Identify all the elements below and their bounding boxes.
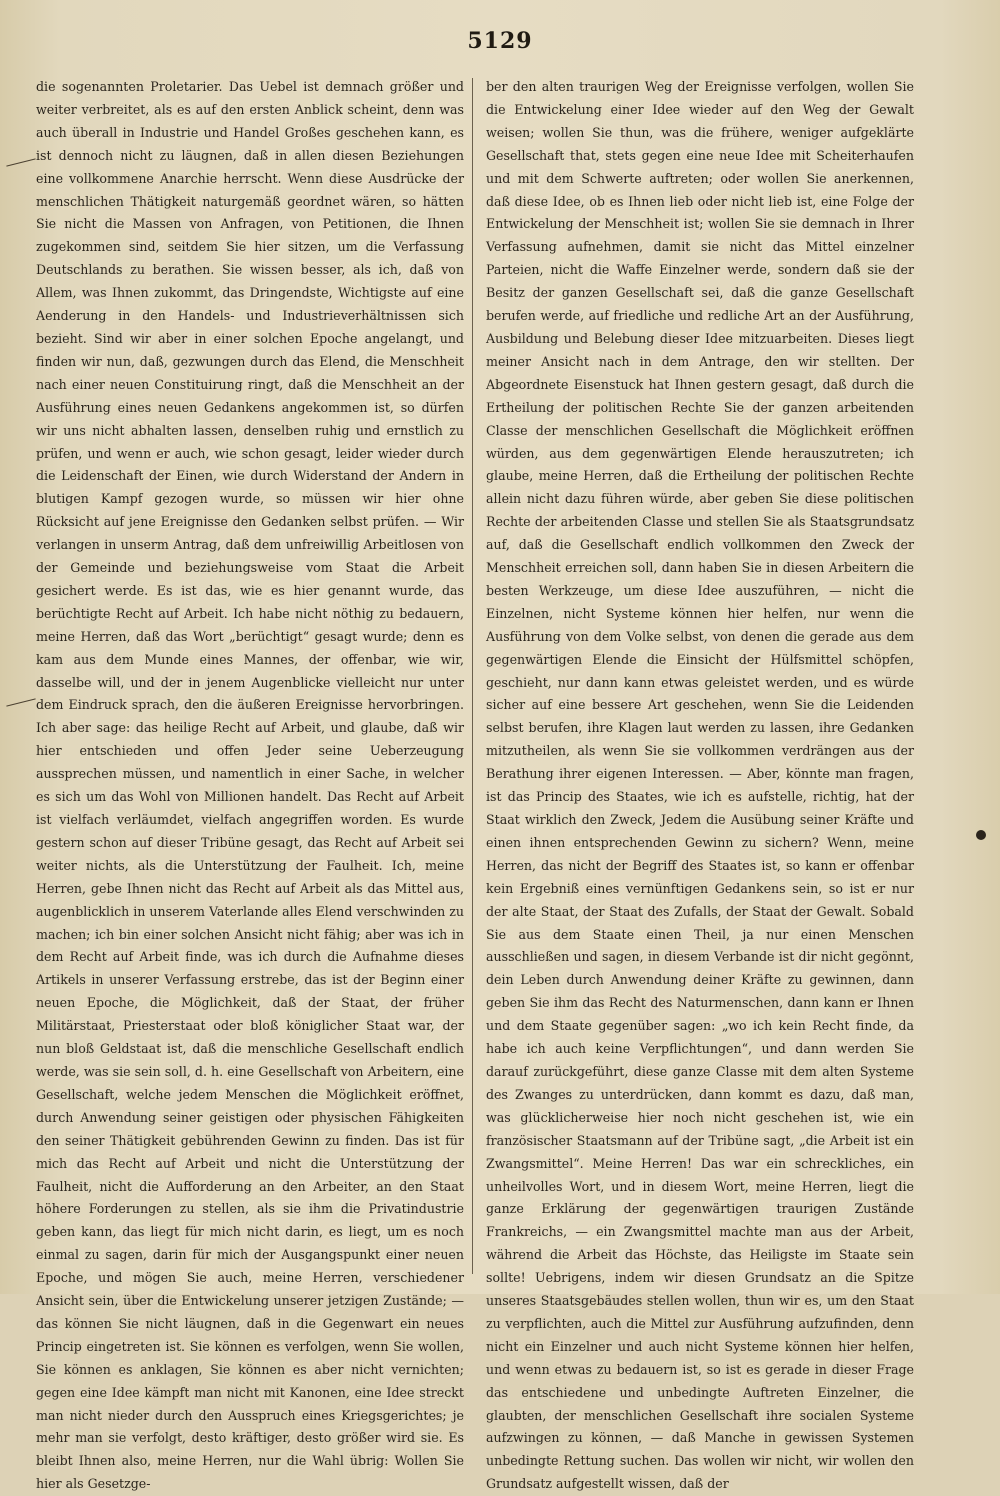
right-column [486,76,914,1492]
pencil-margin-mark [6,158,35,166]
pencil-margin-mark [6,698,35,706]
left-column [36,76,464,1492]
page-number: 5129 [467,28,533,54]
column-divider [472,78,473,1274]
right-column-paragraph: ber den alten traurigen Weg der Ereignisse verfolgen, wollen Sie die Entwickelung einer Idee wieder auf den Weg der Gewalt weisen; wollen Sie thun, was die frühere, weniger aufgeklärte Gesellschaft that, stets gegen eine neue Idee mit Scheiterhaufen und mit dem Schwerte auftreten; oder wollen Sie anerkennen, daß diese Idee, ob es Ihnen lieb oder nicht lieb ist, eine Folge der Entwickelung der Menschheit ist; wollen Sie sie demnach in Ihrer Verfassung aufnehmen, damit sie nicht das Mittel einzelner Parteien, nicht die Waffe Einzelner werde, sondern daß sie der Besitz der ganzen Gesellschaft sei, daß die ganze Gesellschaft berufen werde, auf friedliche und redliche Art an der Ausführung, Ausbildung und Belebung dieser Idee mitzuarbeiten. Dieses liegt meiner Ansicht nach in dem Antrage, den wir stellten. Der Abgeordnete Eisenstuck hat Ihnen gestern gesagt, daß durch die Ertheilung der politischen Rechte Sie der ganzen arbeitenden Classe der menschlichen Gesellschaft die Möglichkeit eröffnen würden, aus dem gegenwärtigen Elende herauszutreten; ich glaube, meine Herren, daß die Ertheilung der politischen Rechte allein nicht dazu führen würde, aber geben Sie diese politischen Rechte der arbeitenden Classe und stellen Sie als Staatsgrundsatz auf, daß die Gesellschaft endlich vollkommen den Zweck der Menschheit erreichen soll, dann haben Sie in diesen Arbeitern die besten Werkzeuge, um diese Idee auszuführen, — nicht die Einzelnen, nicht Systeme können hier helfen, nur wenn die Ausführung von dem Volke selbst, von denen die gerade aus dem gegenwärtigen Elende die Einsicht der Hülfsmittel schöpfen, geschieht, nur dann kann etwas geleistet werden, und es würde sicher auf eine bessere Art geschehen, wenn Sie die Leidenden selbst berufen, ihre Klagen laut werden zu lassen, ihre Gedanken mitzutheilen, als wenn Sie sie vollkommen verdrängen aus der Berathung ihrer eigenen Interessen. — Aber, könnte man fragen, ist das Princip des Staates, wie ich es aufstelle, richtig, hat der Staat wirklich den Zweck, Jedem die Ausübung seiner Kräfte und einen ihnen entsprechenden Gewinn zu sichern? Wenn, meine Herren, das nicht der Begriff des Staates ist, so kann er offenbar kein Ergebniß eines vernünftigen Gedankens sein, so ist er nur der alte Staat, der Staat des Zufalls, der Staat der Gewalt. Sobald Sie aus dem Staate einen Theil, ja nur einen Menschen ausschließen und sagen, in diesem Verbande ist dir nicht gegönnt, dein Leben durch Anwendung deiner Kräfte zu gewinnen, dann geben Sie ihm das Recht des Naturmenschen, dann kann er Ihnen und dem Staate gegenüber sagen: „wo ich kein Recht finde, da habe ich auch keine Verpflichtungen“, und dann werden Sie darauf zurückgeführt, diese ganze Classe mit dem alten Systeme des Zwanges zu unterdrücken, dann kommt es dazu, daß man, was glücklicherweise hier noch nicht geschehen ist, wie ein französischer Staatsmann auf der Tribüne sagt, „die Arbeit ist ein Zwangsmittel“. Meine Herren! Das war ein schreckliches, ein unheilvolles Wort, und in diesem Wort, meine Herren, liegt die ganze Erklärung der gegenwärtigen traurigen Zustände Frankreichs, — ein Zwangsmittel machte man aus der Arbeit, während die Arbeit das Höchste, das Heiligste im Staate sein sollte! Uebrigens, indem wir diesen Grundsatz an die Spitze unseres Staatsgebäudes stellen wollen, thun wir es, um den Staat zu verpflichten, auch die Mittel zur Ausführung aufzufinden, denn nicht ein Einzelner und auch nicht Systeme können hier helfen, und wenn etwas zu bedauern ist, so ist es gerade in dieser Frage das entschiedene und unbedingte Auftreten Einzelner, die glaubten, der menschlichen Gesellschaft ihre socialen Systeme aufzwingen zu können, — daß Manche in gewissen Systemen unbedingte Rettung suchen. Das wollen wir nicht, wir wollen den Grundsatz aufgestellt wissen, daß der [486,79,914,1492]
binding-hole [976,830,986,840]
left-column-paragraph: die sogenannten Proletarier. Das Uebel ist demnach größer und weiter verbreitet, als es auf den ersten Anblick scheint, denn was auch überall in Industrie und Handel Großes geschehen kann, es ist dennoch nicht zu läugnen, daß in allen diesen Beziehungen eine vollkommene Anarchie herrscht. Wenn diese Ausdrücke der menschlichen Thätigkeit naturgemäß geordnet wären, so hätten Sie nicht die Massen von Anfragen, von Petitionen, die Ihnen zugekommen sind, seitdem Sie hier sitzen, um die Verfassung Deutschlands zu berathen. Sie wissen besser, als ich, daß von Allem, was Ihnen zukommt, das Dringendste, Wichtigste auf eine Aenderung in den Handels- und Industrieverhältnissen sich bezieht. Sind wir aber in einer solchen Epoche angelangt, und finden wir nun, daß, gezwungen durch das Elend, die Menschheit nach einer neuen Constituirung ringt, daß die Menschheit an der Ausführung eines neuen Gedankens angekommen ist, so dürfen wir uns nicht abhalten lassen, denselben ruhig und ernstlich zu prüfen, und wenn er auch, wie schon gesagt, leider wieder durch die Leidenschaft der Einen, wie durch Widerstand der Andern in blutigen Kampf gezogen wurde, so müssen wir hier ohne Rücksicht auf jene Ereignisse den Gedanken selbst prüfen. — Wir verlangen in unserm Antrag, daß dem unfreiwillig Arbeitlosen von der Gemeinde und beziehungsweise vom Staat die Arbeit gesichert werde. Es ist das, wie es hier genannt wurde, das berüchtigte Recht auf Arbeit. Ich habe nicht nöthig zu bedauern, meine Herren, daß das Wort „berüchtigt“ gesagt wurde; denn es kam aus dem Munde eines Mannes, der offenbar, wie wir, dasselbe will, und der in jenem Augenblicke vielleicht nur unter dem Eindruck sprach, den die äußeren Ereignisse hervorbringen. Ich aber sage: das heilige Recht auf Arbeit, und glaube, daß wir hier entschieden und offen Jeder seine Ueberzeugung aussprechen müssen, und namentlich in einer Sache, in welcher es sich um das Wohl von Millionen handelt. Das Recht auf Arbeit ist vielfach verläumdet, vielfach angegriffen worden. Es wurde gestern schon auf dieser Tribüne gesagt, das Recht auf Arbeit sei weiter nichts, als die Unterstützung der Faulheit. Ich, meine Herren, gebe Ihnen nicht das Recht auf Arbeit als das Mittel aus, augenblicklich in unserem Vaterlande alles Elend verschwinden zu machen; ich bin einer solchen Ansicht nicht fähig; aber was ich in dem Recht auf Arbeit finde, was ich durch die Aufnahme dieses Artikels in unserer Verfassung erstrebe, das ist der Beginn einer neuen Epoche, die Möglichkeit, daß der Staat, der früher Militärstaat, Priesterstaat oder bloß königlicher Staat war, der nun bloß Geldstaat ist, daß die menschliche Gesellschaft endlich werde, was sie sein soll, d. h. eine Gesellschaft von Arbeitern, eine Gesellschaft, welche jedem Menschen die Möglichkeit eröffnet, durch Anwendung seiner geistigen oder physischen Fähigkeiten den seiner Thätigkeit gebührenden Gewinn zu finden. Das ist für mich das Recht auf Arbeit und nicht die Unterstützung der Faulheit, nicht die Aufforderung an den Arbeiter, an den Staat höhere Forderungen zu stellen, als sie ihm die Privatindustrie geben kann, das liegt für mich nicht darin, es liegt, um es noch einmal zu sagen, darin für mich der Ausgangspunkt einer neuen Epoche, und mögen Sie auch, meine Herren, verschiedener Ansicht sein, über die Entwickelung unserer jetzigen Zustände; — das können Sie nicht läugnen, daß in die Gegenwart ein neues Princip eingetreten ist. Sie können es verfolgen, wenn Sie wollen, Sie können es anklagen, Sie können es aber nicht vernichten; gegen eine Idee kämpft man nicht mit Kanonen, eine Idee streckt man nicht nieder durch den Ausspruch eines Kriegsgerichtes; je mehr man sie verfolgt, desto kräftiger, desto größer wird sie. Es bleibt Ihnen also, meine Herren, nur die Wahl übrig: Wollen Sie hier als Gesetzge- [36,79,464,1492]
